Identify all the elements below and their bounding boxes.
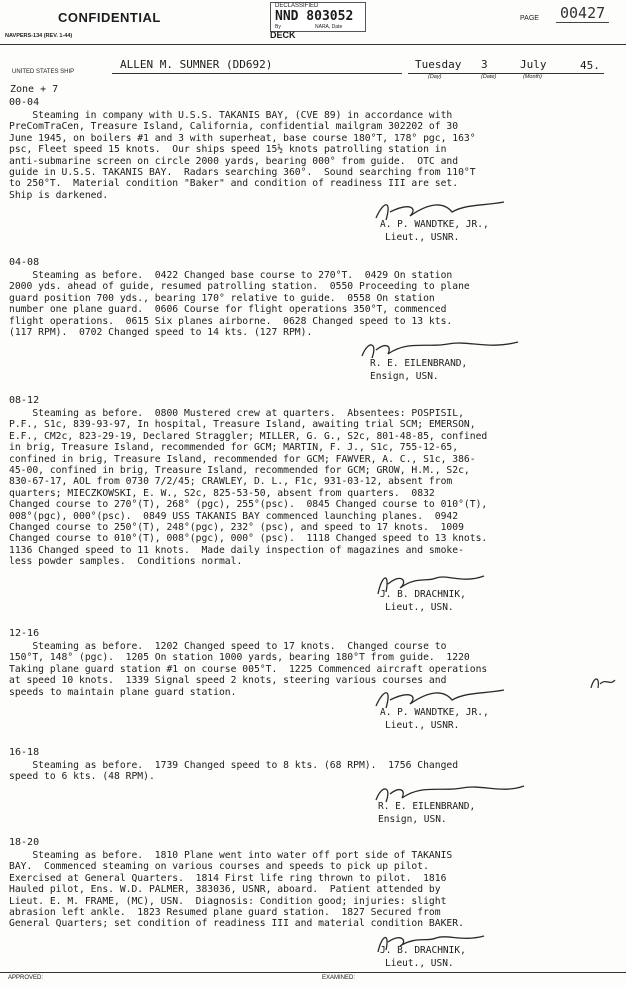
ship-label: UNITED STATES SHIP (12, 69, 75, 75)
day-value: Tuesday (415, 58, 462, 71)
month-label: (Month) (523, 74, 542, 80)
zone-label: Zone + 7 (10, 84, 59, 95)
signer-name: R. E. EILENBRAND, (370, 358, 468, 369)
page-number: 00427 (556, 4, 609, 23)
watch-entry-text: Steaming as before. 1810 Plane went into water off port side of TAKANIS BAY. Commenced steaming on various courses and speeds to pick up pilot. Exercised at General Quarters. 1814 First life ring thrown to pilot. 1816 Hauled pilot, Ens. W.D. PALMER, 383036, USNR, aboard. Patient attended by Lieut. E. M. FRAME, (MC), USN. Diagnosis: Condition good; injuries: slight abrasion left ankle. 1823 Resumed plane guard station. 1827 Secured from General Quarters; set condition of readiness III and material condition BAKER. (9, 850, 464, 930)
watch-entry-text: Steaming as before. 0800 Mustered crew at quarters. Absentees: POSPISIL, P.F., S1c, 839-93-97, In hospital, Treasure Island, awaiting trial SCM; EMERSON, E.F., CM2c, 823-29-19, Declared Straggler; MILLER, G. G., S2c, 801-48-85, confined in brig, Treasure Island, recommended for GCM; MARTIN, F. J., S1c, 755-12-65, confined in brig, Treasure Island, recommended for GCM; FAWVER, A. C., S1c, 386- 45-00, confined in brig, Treasure Island, recommended for GCM; GROW, H.M., S2c, 830-67-17, AOL from 0730 7/2/45; CRAWLEY, D. L., F1c, 931-03-12, absent from quarters; MIECZKOWSKI, E. W., S2c, 825-53-50, absent from quarters. 0832 Changed course to 270°(T), 268° (pgc), 255°(psc). 0845 Changed course to 010°(T), 008°(pgc), 000°(psc). 0849 USS TAKANIS BAY commenced launching planes. 0942 Changed course to 250°(T), 248°(pgc), 232° (psc), and speed to 17 knots. 1009 Changed course to 010°(T), 008°(pgc), 000° (psc). 1118 Changed speed to 13 knots. 1136 Changed speed to 11 knots. Made daily inspection of magazines and smoke- less powder samples. Conditions normal. (9, 408, 488, 568)
signer-rank: Lieut., USN. (385, 958, 454, 969)
ship-name: ALLEN M. SUMNER (DD692) (120, 58, 273, 71)
signer-rank: Lieut., USN. (385, 602, 454, 613)
month-value: July (520, 58, 547, 71)
header-rule (0, 44, 626, 45)
watch-time: 08-12 (9, 395, 40, 406)
stamp-by: By (275, 24, 281, 30)
signer-rank: Ensign, USN. (378, 814, 447, 825)
stamp-authority: NND 803052 (275, 9, 354, 24)
watch-time: 04-08 (9, 257, 40, 268)
year-value: 45. (580, 59, 600, 72)
signer-name: R. E. EILENBRAND, (378, 801, 476, 812)
footer-rule (0, 972, 626, 973)
stamp-title: DECLASSIFIED (275, 3, 319, 9)
signer-rank: Lieut., USNR. (385, 232, 460, 243)
signer-name: A. P. WANDTKE, JR., (380, 707, 489, 718)
initials-mark (588, 674, 618, 692)
watch-time: 12-16 (9, 628, 40, 639)
signer-name: A. P. WANDTKE, JR., (380, 219, 489, 230)
watch-entry-text: Steaming as before. 1739 Changed speed to 8 kts. (68 RPM). 1756 Changed speed to 6 kts. (48 RPM). (9, 760, 459, 783)
watch-time: 00-04 (9, 97, 40, 108)
watch-entry-text: Steaming in company with U.S.S. TAKANIS BAY, (CVE 89) in accordance with PreComTraCen, Treasure Island, California, confidential mailgram 302202 of 30 June 1945, on boilers #1 and 3 with superheat, base course 180°T, 178° pgc, 163° psc, Fleet speed 15 knots. Our ships speed 15½ knots patrolling station in anti-submarine screen on circle 2000 yards, bearing 000° from guide. OTC and guide in U.S.S. TAKANIS BAY. Radars searching 360°. Sound searching from 110°T to 250°T. Material condition "Baker" and condition of readiness III are set. Ship is darkened. (9, 110, 476, 201)
day-label: (Day) (428, 74, 442, 80)
ship-underline (112, 73, 402, 74)
page-label: PAGE (520, 15, 539, 22)
watch-entry-text: Steaming as before. 0422 Changed base course to 270°T. 0429 On station 2000 yds. ahead of guide, resumed patrolling station. 0550 Proceeding to plane guard position 700 yds., bearing 170° relative to guide. 0558 On station number one plane guard. 0606 Course for flight operations 350°T, commenced flight operations. 0615 Six planes airborne. 0628 Changed speed to 13 kts. (117 RPM). 0702 Changed speed to 14 kts. (127 RPM). (9, 270, 470, 339)
approved-label: APPROVED: (8, 975, 44, 981)
date-label: (Date) (481, 74, 497, 80)
date-value: 3 (481, 58, 488, 71)
signer-rank: Lieut., USNR. (385, 720, 460, 731)
watch-time: 18-20 (9, 837, 40, 848)
examined-label: EXAMINED: (322, 975, 356, 981)
declassified-stamp (270, 2, 366, 32)
watch-entry-text: Steaming as before. 1202 Changed speed to 17 knots. Changed course to 150°T, 148° (pgc). 1205 On station 1000 yards, bearing 180°T from guide. 1220 Taking plane guard station #1 on course 005°T. 1225 Commenced aircraft operations at speed 10 knots. 1339 Signal speed 2 knots, steering various courses and speeds to maintain plane guard station. (9, 641, 488, 698)
deck-label: DECK (270, 30, 296, 40)
signer-name: J. B. DRACHNIK, (380, 945, 466, 956)
signer-name: J. B. DRACHNIK, (380, 589, 466, 600)
classification-label: CONFIDENTIAL (58, 10, 161, 25)
watch-time: 16-18 (9, 747, 40, 758)
stamp-nara: NARA, Date (315, 24, 343, 30)
signer-rank: Ensign, USN. (370, 371, 439, 382)
form-id: NAVPERS-134 (REV. 1-44) (5, 33, 73, 39)
